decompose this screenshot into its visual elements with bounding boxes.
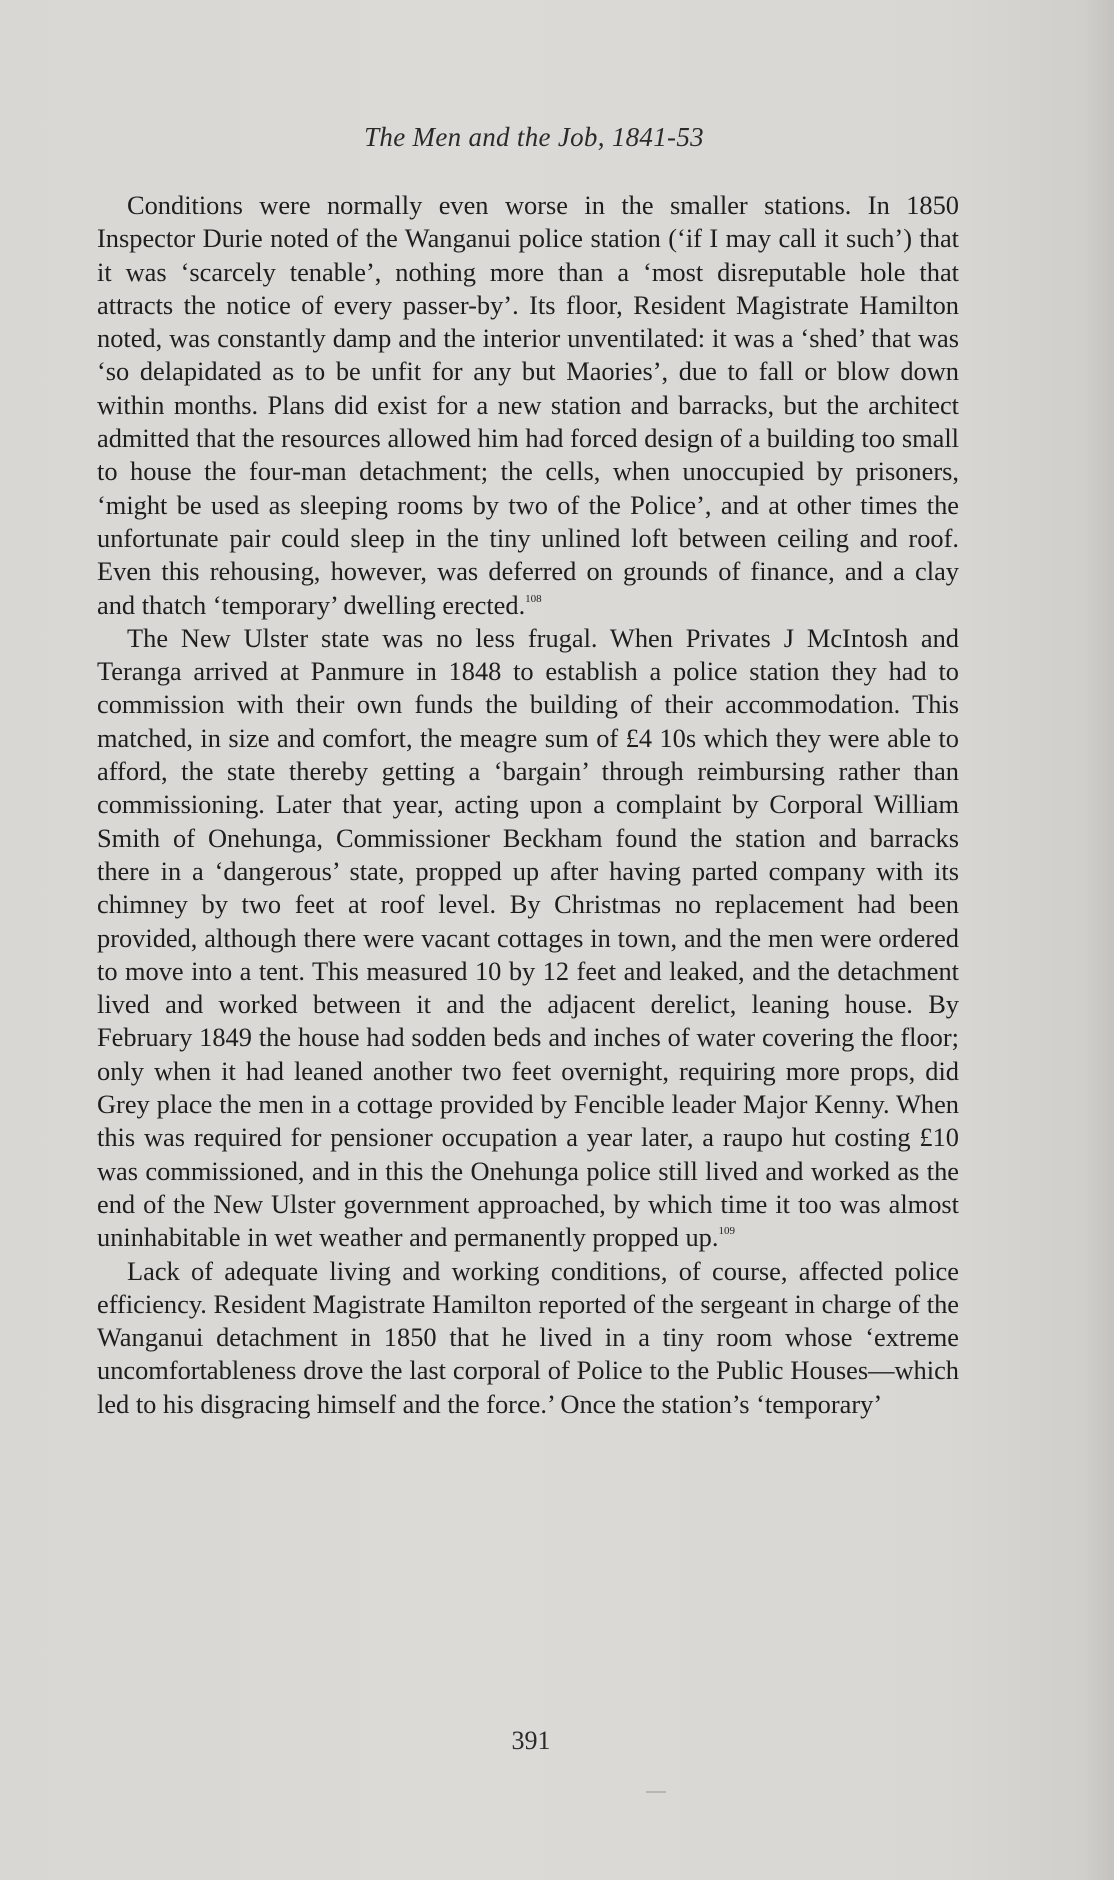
footnote-ref[interactable]: 108	[525, 592, 542, 605]
paragraph-text: Lack of adequate living and working conditions, of course, affected police efficiency. Resident Magistrate Hamilton reported of the sergeant in charge of the Wanganui detachment in 1850 that he lived in a tiny room whose ‘extreme uncomfortableness drove the last corporal of Police to the Public Houses—which led to his disgracing himself and the force.’ Once the station’s ‘temporary’	[97, 1255, 959, 1419]
paragraph-text: Conditions were normally even worse in the smaller stations. In 1850 Inspector Durie noted of the Wanganui police station (‘if I may call it such’) that it was ‘scarcely tenable’, nothing more than a ‘most disreputable hole that attracts the notice of every passer-by’. Its floor, Resident Magistrate Hamilton noted, was constantly damp and the interior unventilated: it was a ‘shed’ that was ‘so delapidated as to be unfit for any but Maories’, due to fall or blow down within months. Plans did exist for a new station and barracks, but the architect admitted that the resources allowed him had forced design of a building too small to house the four-man detachment; the cells, when unoccupied by prisoners, ‘might be used as sleeping rooms by two of the Police’, and at other times the unfortunate pair could sleep in the tiny unlined loft between ceiling and roof. Even this rehousing, however, was deferred on grounds of finance, and a clay and thatch ‘temporary’ dwelling erected.	[97, 190, 959, 620]
footnote-ref[interactable]: 109	[718, 1225, 735, 1238]
body-text	[97, 189, 959, 1421]
paragraph-text: The New Ulster state was no less frugal. When Privates J McIntosh and Teranga arrived at Panmure in 1848 to establish a police station they had to commission with their own funds the building of their accommodation. This matched, in size and comfort, the meagre sum of £4 10s which they were able to afford, the state thereby getting a ‘bargain’ through reimbursing rather than commissioning. Later that year, acting upon a complaint by Corporal William Smith of Onehunga, Commissioner Beckham found the station and barracks there in a ‘dangerous’ state, propped up after having parted company with its chimney by two feet at roof level. By Christmas no replacement had been provided, although there were vacant cottages in town, and the men were ordered to move into a tent. This measured 10 by 12 feet and leaked, and the detachment lived and worked between it and the adjacent derelict, leaning house. By February 1849 the house had sodden beds and inches of water covering the floor; only when it had leaned another two feet overnight, requiring more props, did Grey place the men in a cottage provided by Fencible leader Major Kenny. When this was required for pensioner occupation a year later, a raupo hut costing £10 was commissioned, and in this the Onehunga police still lived and worked as the end of the New Ulster government approached, by which time it too was almost uninhabitable in wet weather and permanently propped up.	[97, 622, 959, 1253]
page-mark	[646, 1791, 666, 1793]
running-title: The Men and the Job, 1841-53	[364, 122, 704, 152]
page-number: 391	[511, 1726, 551, 1755]
paragraph-2	[97, 622, 959, 1255]
paragraph-1	[97, 189, 959, 622]
paragraph-3	[97, 1255, 959, 1421]
